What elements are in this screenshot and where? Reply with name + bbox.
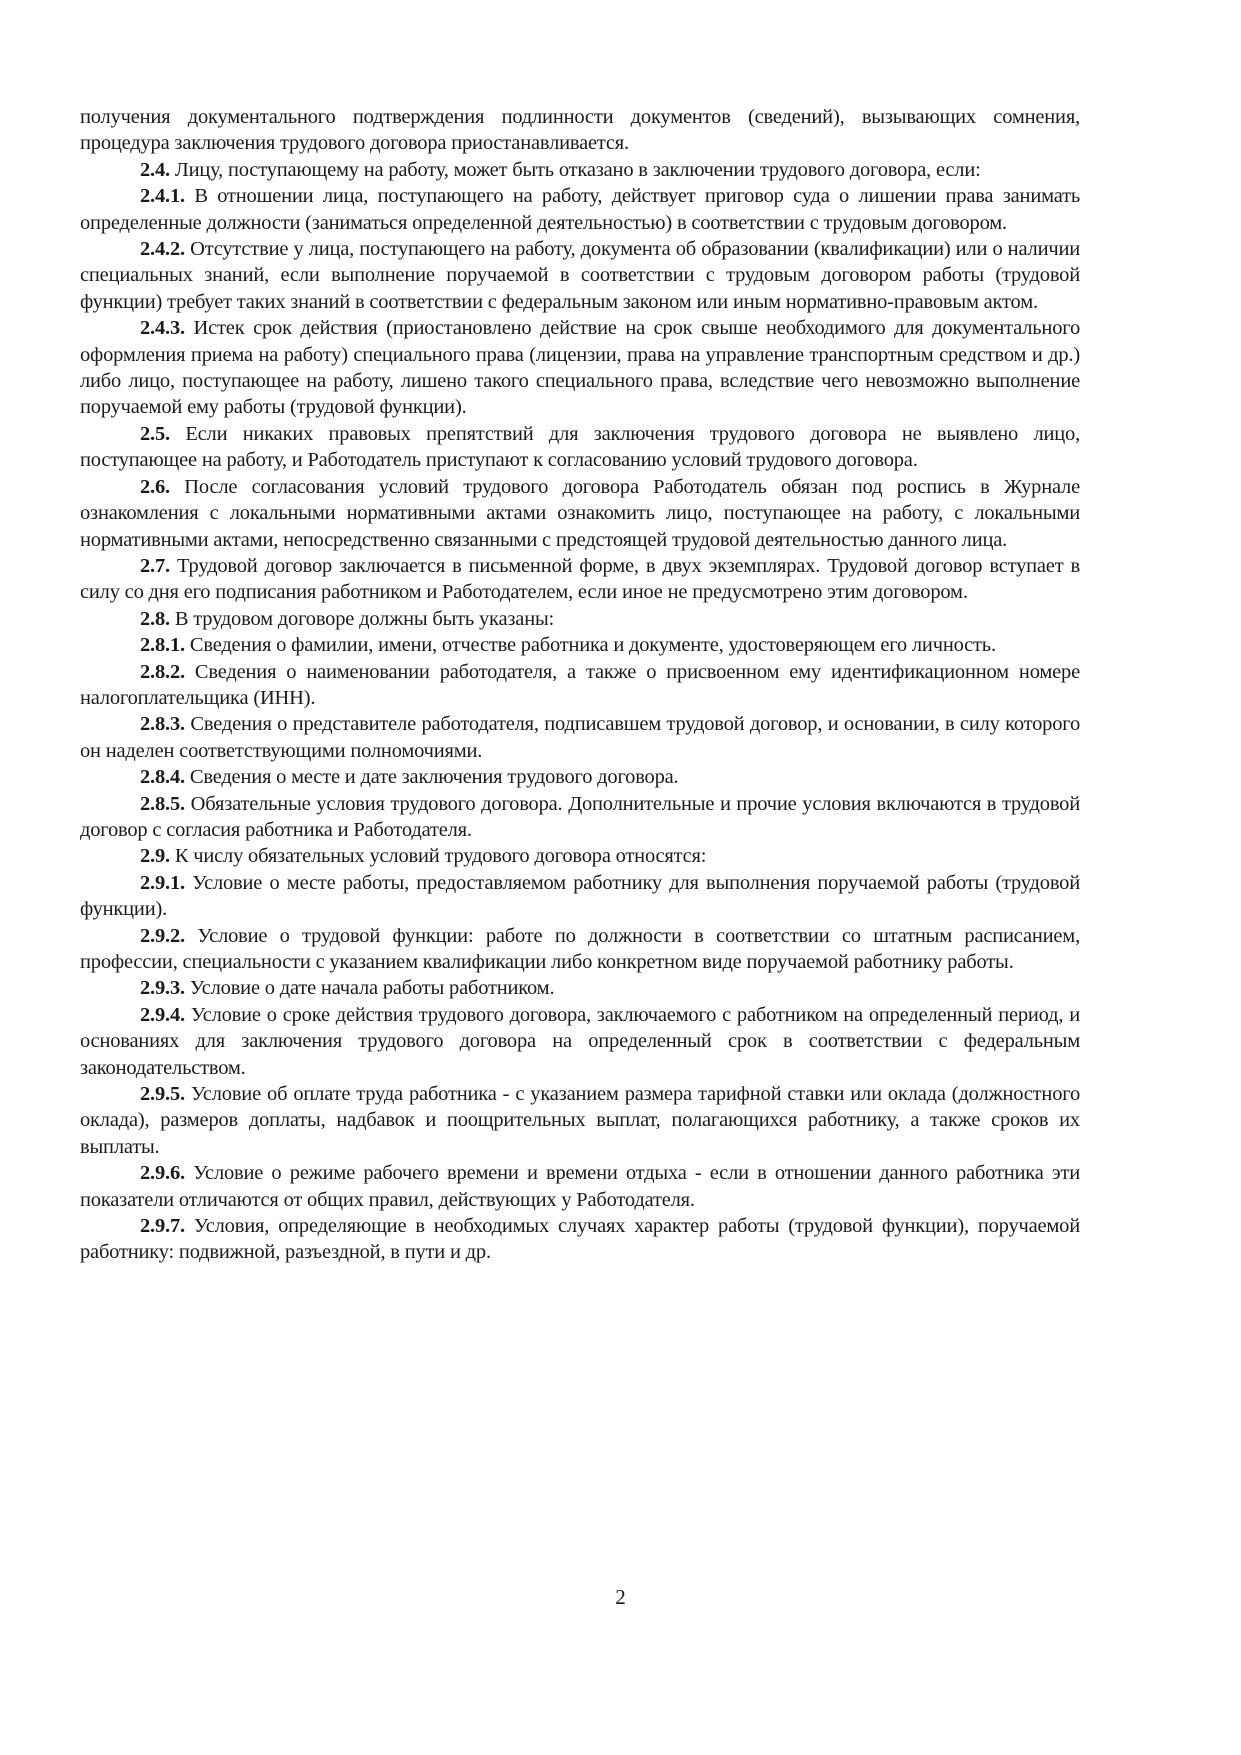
page-number: 2 [615, 1585, 626, 1609]
paragraph-2-7: 2.7. Трудовой договор заключается в письменной форме, в двух экземплярах. Трудовой договор вступает в силу со дня его подписания работником и Работодателем, если иное не предусмотрено этим договором. [80, 554, 1080, 604]
paragraph-2-4-1: 2.4.1. В отношении лица, поступающего на работу, действует приговор суда о лишении права занимать определенные должности (заниматься определенной деятельностью) в соответствии с трудовым договором. [80, 185, 1080, 234]
document-body [80, 104, 1080, 1266]
paragraph-2-9-5: 2.9.5. Условие об оплате труда работника - с указанием размера тарифной ставки или оклада (должностного оклада), размеров доплаты, надбавок и поощрительных выплат, полагающихся работнику, а также сроков их выплаты. [80, 1083, 1080, 1158]
paragraph-2-4: 2.4. Лицу, поступающему на работу, может быть отказано в заключении трудового договора, если: [140, 158, 981, 181]
paragraph-2-6: 2.6. После согласования условий трудового договора Работодатель обязан под роспись в Журнале ознакомления с локальными нормативными актами ознакомить лицо, поступающее на работу, с локальными нормативными актами, непосредственно связанными с предстоящей трудовой деятельностью данного лица. [80, 475, 1080, 551]
paragraph-2-4-3: 2.4.3. Истек срок действия (приостановлено действие на срок свыше необходимого для документального оформления приема на работу) специального права (лицензии, права на управление транспортным средством и др.) либо лицо, поступающее на работу, лишено такого специального права, вследствие чего невозможно выполнение поручаемой ему работы (трудовой функции). [80, 317, 1080, 419]
paragraph-2-8: 2.8. В трудовом договоре должны быть указаны: [140, 607, 555, 630]
paragraph-2-8-2: 2.8.2. Сведения о наименовании работодателя, а также о присвоенном ему идентификационном номере налогоплательщика (ИНН). [80, 660, 1080, 709]
paragraph-2-8-3: 2.8.3. Сведения о представителе работодателя, подписавшем трудовой договор, и основании, в силу которого он наделен соответствующими полномочиями. [80, 713, 1080, 762]
paragraph-2-9-2: 2.9.2. Условие о трудовой функции: работе по должности в соответствии со штатным расписанием, профессии, специальности с указанием квалификации либо конкретном виде поручаемой работнику работы. [80, 924, 1080, 973]
paragraph-2-9: 2.9. К числу обязательных условий трудового договора относятся: [140, 845, 707, 868]
paragraph-2-8-5: 2.8.5. Обязательные условия трудового договора. Дополнительные и прочие условия включаются в трудовой договор с согласия работника и Работодателя. [80, 792, 1080, 841]
paragraph-2-5: 2.5. Если никаких правовых препятствий для заключения трудового договора не выявлено лицо, поступающее на работу, и Работодатель приступают к согласованию условий трудового договора. [80, 422, 1080, 472]
paragraph-2-8-4: 2.8.4. Сведения о месте и дате заключения трудового договора. [140, 766, 679, 789]
paragraph-2-9-1: 2.9.1. Условие о месте работы, предоставляемом работнику для выполнения поручаемой работы (трудовой функции). [80, 871, 1080, 921]
paragraph-2-4-2: 2.4.2. Отсутствие у лица, поступающего на работу, документа об образовании (квалификации) или о наличии специальных знаний, если выполнение поручаемой в соответствии с трудовым договором работы (трудовой функции) требует таких знаний в соответствии с федеральным законом или иным нормативно-правовым актом. [80, 238, 1080, 313]
paragraph-2-9-3: 2.9.3. Условие о дате начала работы работником. [140, 977, 555, 1000]
paragraph-continuation: получения документального подтверждения подлинности документов (сведений), вызывающих сомнения, процедура заключения трудового договора приостанавливается. [80, 106, 1080, 155]
paragraph-2-9-4: 2.9.4. Условие о сроке действия трудового договора, заключаемого с работником на определенный период, и основаниях для заключения трудового договора на определенный срок в соответствии с федеральным законодательством. [80, 1003, 1080, 1079]
paragraph-2-9-7: 2.9.7. Условия, определяющие в необходимых случаях характер работы (трудовой функции), поручаемой работнику: подвижной, разъездной, в пути и др. [80, 1215, 1080, 1264]
paragraph-2-8-1: 2.8.1. Сведения о фамилии, имени, отчестве работника и документе, удостоверяющем его личность. [140, 634, 996, 657]
paragraph-2-9-6: 2.9.6. Условие о режиме рабочего времени и времени отдыха - если в отношении данного работника эти показатели отличаются от общих правил, действующих у Работодателя. [80, 1162, 1080, 1211]
